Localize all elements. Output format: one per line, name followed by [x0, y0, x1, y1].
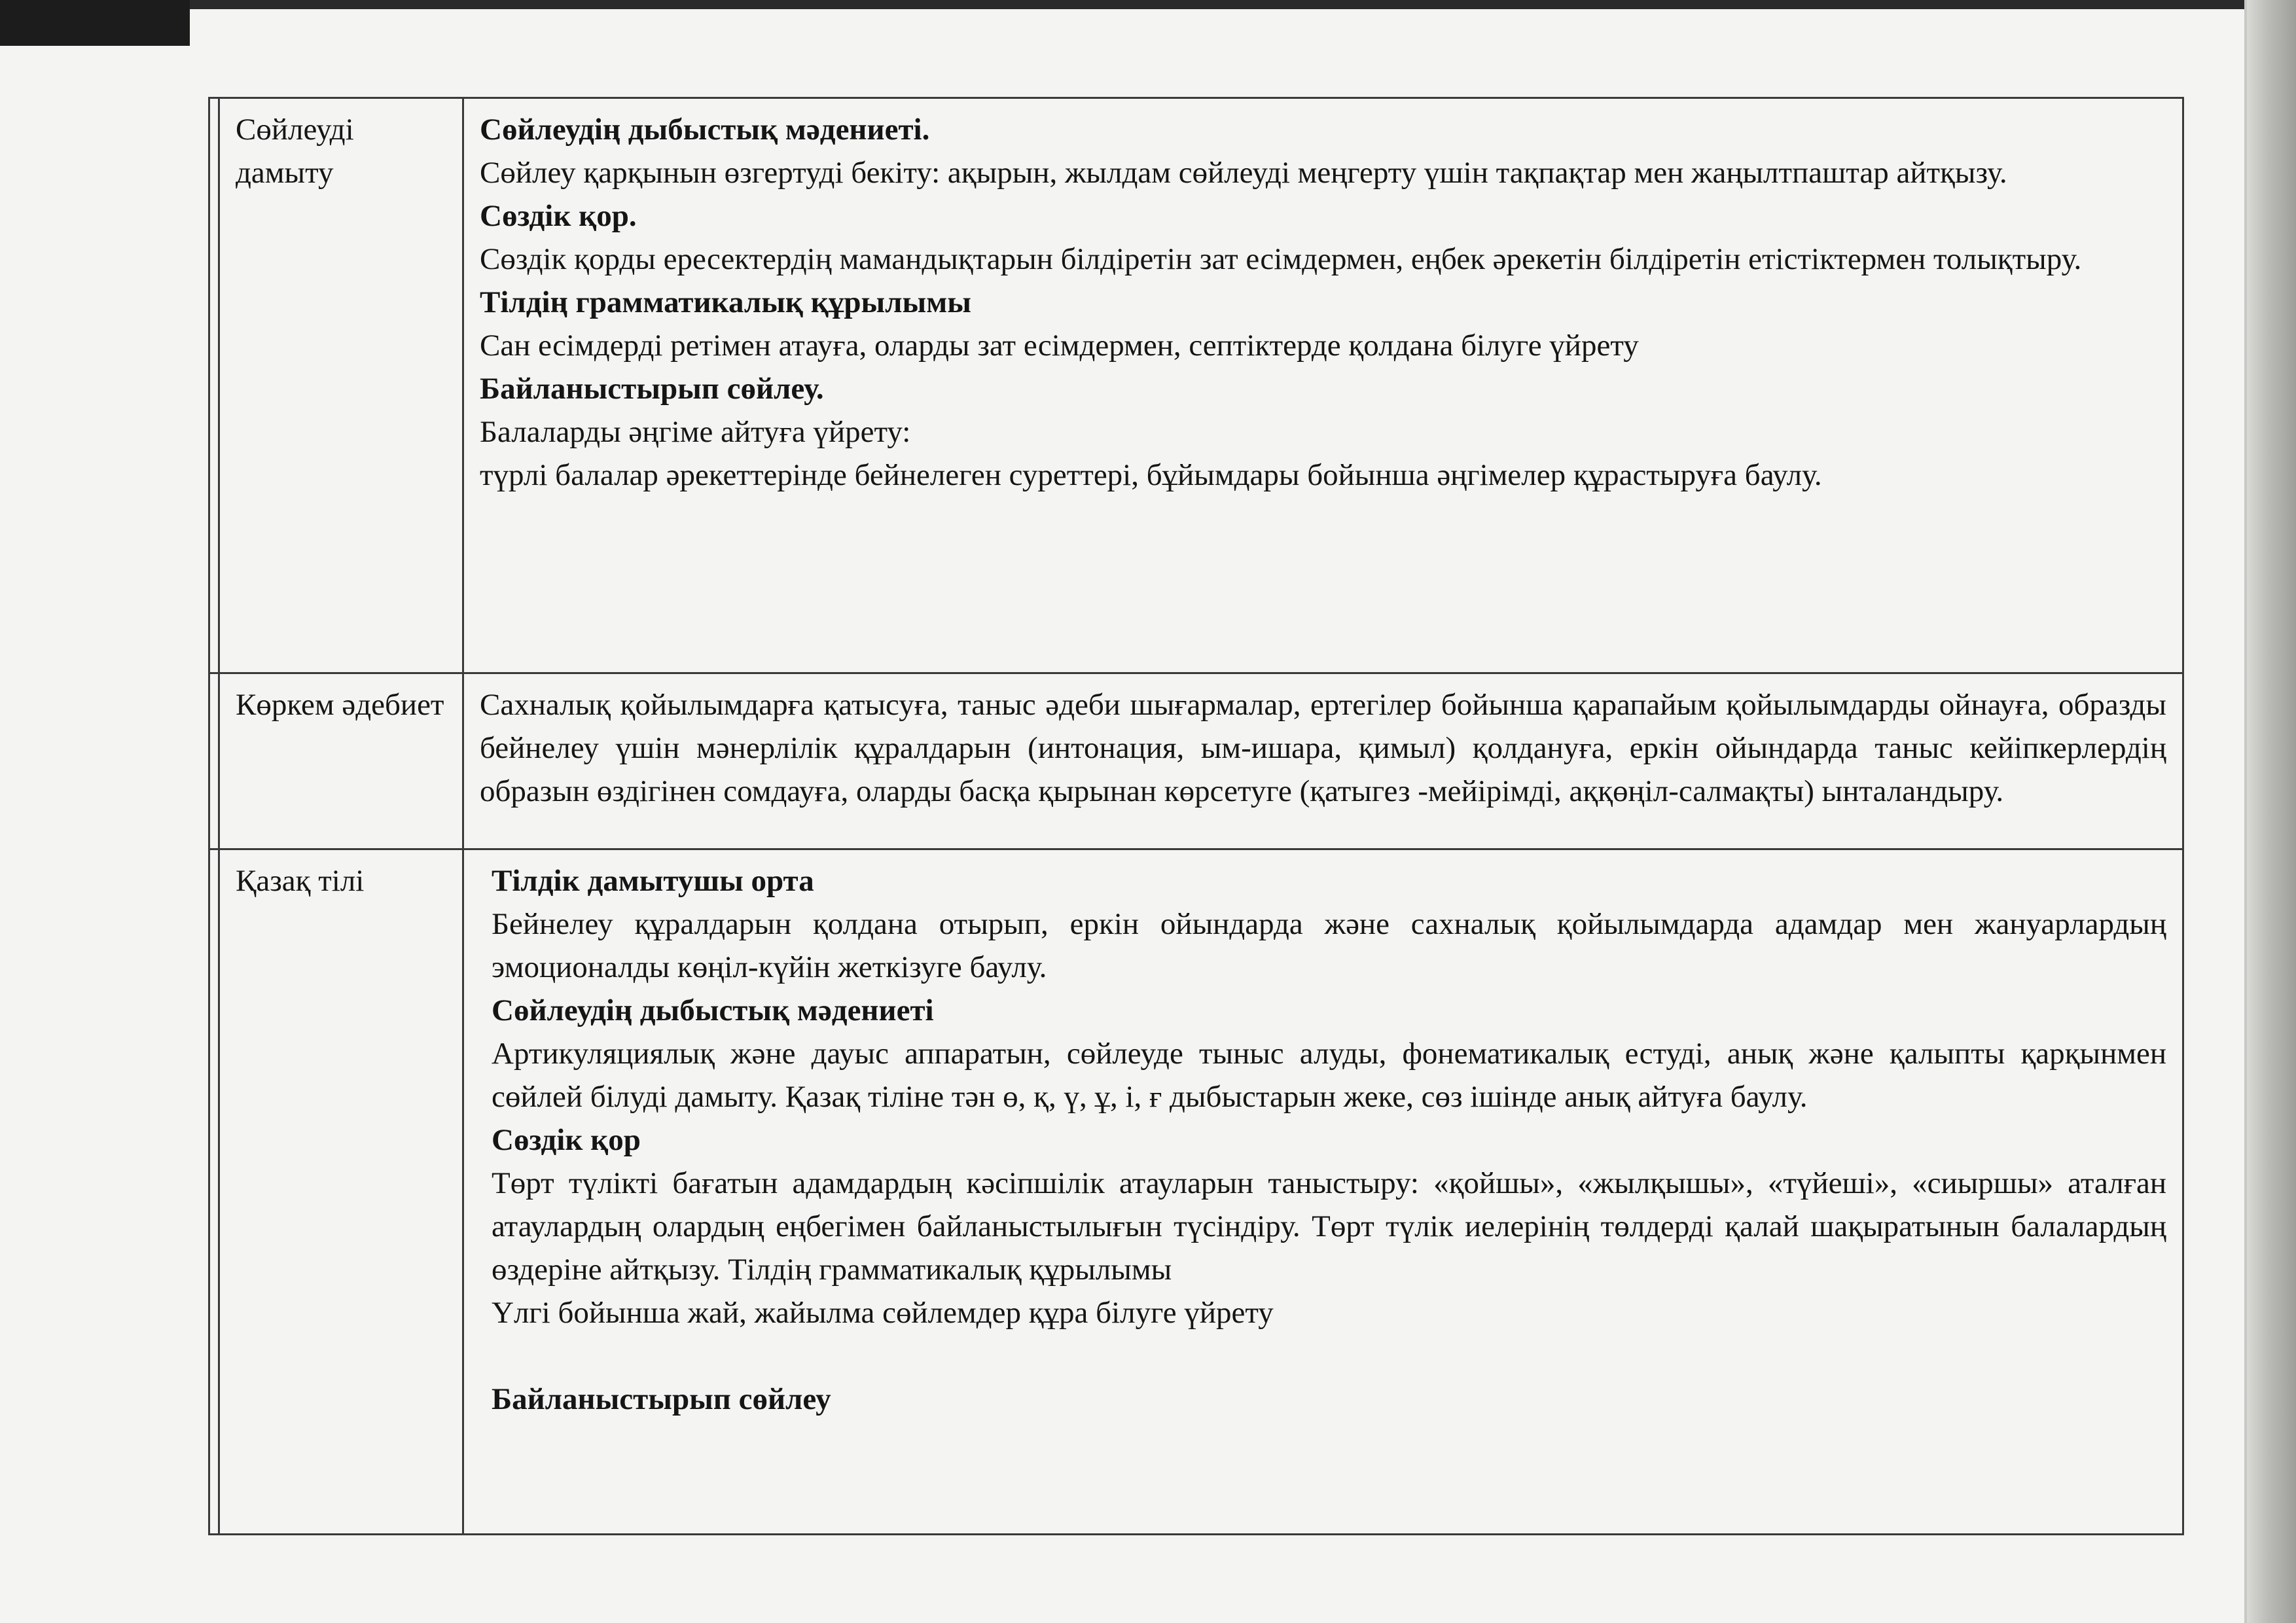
section-heading: Тілдің грамматикалық құрылымы — [480, 285, 971, 319]
section-heading: Сөздік қор — [492, 1123, 641, 1157]
paragraph: Балаларды әңгіме айтуға үйрету: — [480, 415, 911, 449]
blank-cell — [209, 98, 219, 673]
blank-cell — [209, 673, 219, 849]
paragraph: Бейнелеу құралдарын қолдана отырып, еркін ойындарда және сахналық қойылымдарда адамдар мен жануарлардың эмоционалды көңіл-күйін жеткізуге баулу. — [492, 907, 2166, 984]
subject-cell — [219, 849, 463, 1535]
subject-label: Көркем әдебиет — [236, 688, 444, 722]
content-cell — [463, 98, 2183, 673]
table-row — [209, 849, 2183, 1535]
scan-shadow — [0, 0, 190, 46]
section-heading: Сөйлеудің дыбыстық мәдениеті. — [480, 113, 930, 147]
subject-cell — [219, 673, 463, 849]
scan-top-edge — [190, 0, 2245, 9]
section-heading: Байланыстырып сөйлеу — [492, 1382, 831, 1416]
section-heading: Сөздік қор. — [480, 199, 637, 233]
subject-label: Сөйлеуді дамыту — [236, 113, 354, 190]
paragraph: Сөздік қорды ересектердің мамандықтарын білдіретін зат есімдермен, еңбек әрекетін білдіретін етістіктермен толықтыру. — [480, 242, 2082, 276]
page-edge — [2247, 0, 2296, 1623]
section-heading: Сөйлеудің дыбыстық мәдениеті — [492, 993, 934, 1027]
subject-label: Қазақ тілі — [236, 864, 365, 898]
subject-cell — [219, 98, 463, 673]
section-heading: Байланыстырып сөйлеу. — [480, 372, 824, 406]
paragraph: Сөйлеу қарқынын өзгертуді бекіту: ақырын, жылдам сөйлеуді меңгерту үшін тақпақтар мен жаңылтпаштар айтқызу. — [480, 156, 2007, 190]
table-row — [209, 98, 2183, 673]
paragraph: Сахналық қойылымдарға қатысуға, таныс әдеби шығармалар, ертегілер бойынша қарапайым қойылымдарды ойнауға, образды бейнелеу үшін мәнерлілік құралдарын (интонация, ым-ишара, қимыл) қолдануға, еркін ойындарда таныс кейіпкерлердің образын өздігінен сомдауға, оларды басқа қырынан көрсетуге (қатыгез -мейірімді, аққөңіл-салмақты) ынталандыру. — [480, 688, 2166, 808]
paragraph: Төрт түлікті бағатын адамдардың кәсіпшілік атауларын таныстыру: «қойшы», «жылқышы», «түйеші», «сиыршы» аталған атаулардың олардың еңбегімен байланыстылығын түсіндіру. Төрт түлік иелерінің төлдерді қалай шақыратынын балалардың өздеріне айтқызу. Тілдің грамматикалық құрылымы — [492, 1166, 2166, 1287]
content-cell — [463, 849, 2183, 1535]
blank-line — [492, 1334, 2166, 1378]
paragraph: Артикуляциялық және дауыс аппаратын, сөйлеуде тыныс алуды, фонематикалық естуді, анық және қалыпты қарқынмен сөйлей білуді дамыту. Қазақ тіліне тән ө, қ, ү, ұ, і, ғ дыбыстарын жеке, сөз ішінде анық айтуға баулу. — [492, 1037, 2166, 1114]
paragraph: Сан есімдерді ретімен атауға, оларды зат есімдермен, септіктерде қолдана білуге үйрету — [480, 329, 1639, 363]
table-row — [209, 673, 2183, 849]
content-cell — [463, 673, 2183, 849]
paragraph: түрлі балалар әрекеттерінде бейнелеген суреттері, бұйымдары бойынша әңгімелер құрастыруға баулу. — [480, 458, 1822, 492]
blank-cell — [209, 849, 219, 1535]
curriculum-table — [208, 97, 2184, 1535]
section-heading: Тілдік дамытушы орта — [492, 864, 814, 898]
paragraph: Үлгі бойынша жай, жайылма сөйлемдер құра білуге үйрету — [492, 1296, 1274, 1330]
